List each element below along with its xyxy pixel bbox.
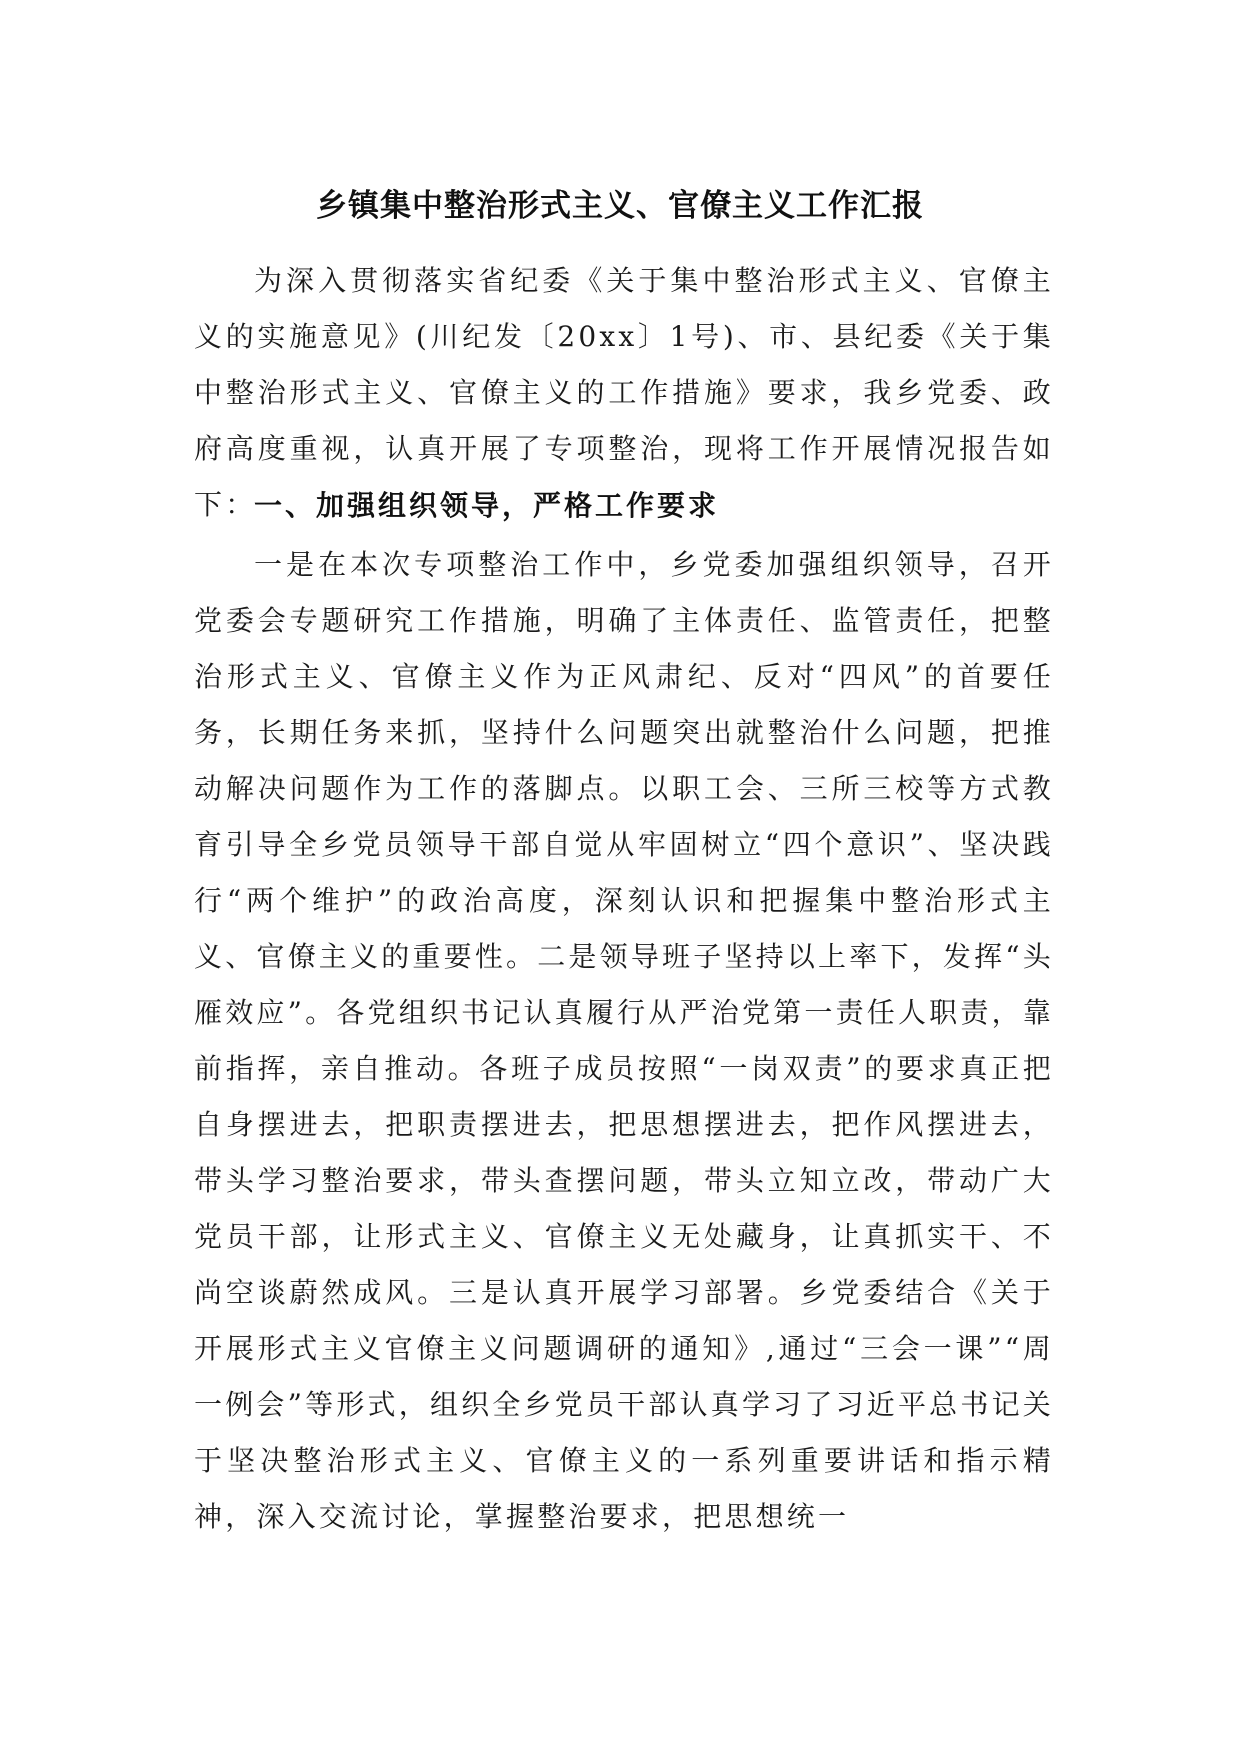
intro-paragraph: 为深入贯彻落实省纪委《关于集中整治形式主义、官僚主义的实施意见》(川纪发〔20xx〕1号)、市、县纪委《关于集中整治形式主义、官僚主义的工作措施》要求，我乡党委、政府高度重视，认真开展了专项整治，现将工作开展情况报告如下： xyxy=(194,264,1054,521)
section-heading: 一、加强组织领导，严格工作要求 xyxy=(254,489,720,522)
document-title: 乡镇集中整治形式主义、官僚主义工作汇报 xyxy=(316,188,924,224)
section-paragraph: 一是在本次专项整治工作中，乡党委加强组织领导，召开党委会专题研究工作措施，明确了主体责任、监管责任，把整治形式主义、官僚主义作为正风肃纪、反对“四风”的首要任务，长期任务来抓，坚持什么问题突出就整治什么问题，把推动解决问题作为工作的落脚点。以职工会、三所三校等方式教育引导全乡党员领导干部自觉从牢固树立“四个意识”、坚决践行“两个维护”的政治高度，深刻认识和把握集中整治形式主义、官僚主义的重要性。二是领导班子坚持以上率下，发挥“头雁效应”。各党组织书记认真履行从严治党第一责任人职责，靠前指挥，亲自推动。各班子成员按照“一岗双责”的要求真正把自身摆进去，把职责摆进去，把思想摆进去，把作风摆进去，带头学习整治要求，带头查摆问题，带头立知立改，带动广大党员干部，让形式主义、官僚主义无处藏身，让真抓实干、不尚空谈蔚然成风。三是认真开展学习部署。乡党委结合《关于开展形式主义官僚主义问题调研的通知》,通过“三会一课”“周一例会”等形式，组织全乡党员干部认真学习了习近平总书记关于坚决整治形式主义、官僚主义的一系列重要讲话和指示精神，深入交流讨论，掌握整治要求，把思想统一 xyxy=(194,548,1054,1533)
